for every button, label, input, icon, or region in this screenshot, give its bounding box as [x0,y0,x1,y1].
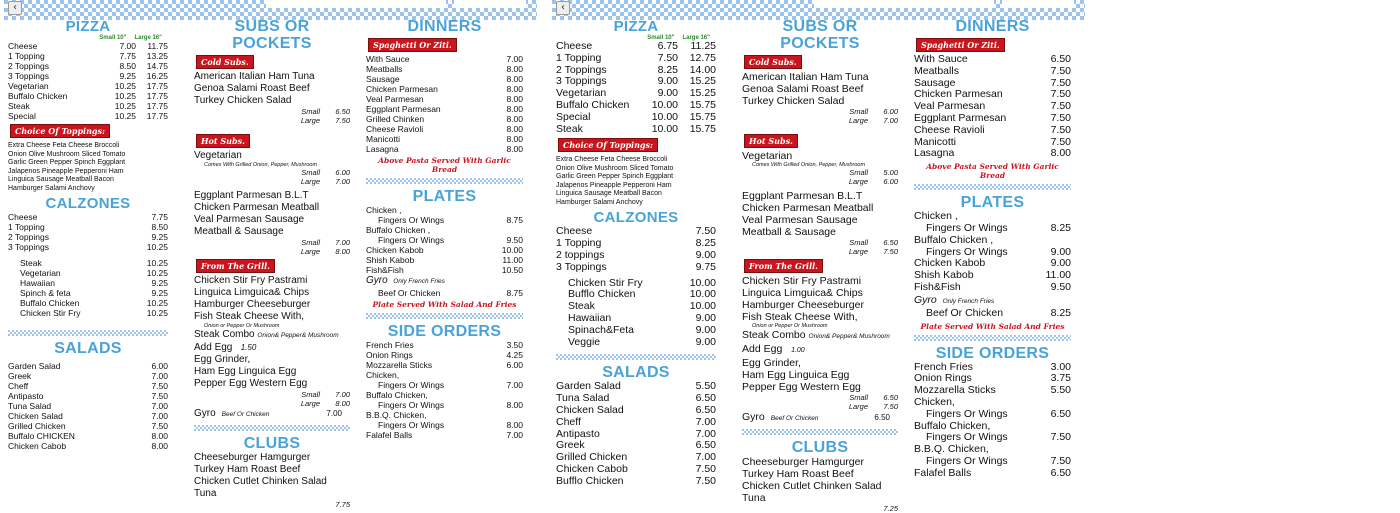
menu-item-row: Hawaiian 9.25 [20,278,168,288]
menu-item-row: Chicken Salad 6.50 [556,403,716,416]
menu-line: Turkey Chicken Salad [194,95,292,106]
menu-line: Eggplant Parmesan B.L.T [742,190,863,202]
plates-header: PLATES [412,188,477,205]
side-orders-header: SIDE ORDERS [935,344,1050,362]
hot-subs-item: Vegetarian [194,150,242,161]
menu-item-row: Grilled Chinken 8.00 [366,114,523,124]
parmesan-subs-list [194,190,350,238]
menu-line: Turkey Ham Roast Beef [742,468,854,480]
menu-item-row: French Fries 3.00 [914,360,1071,373]
toppings-tag: Choice Of Toppings: [558,138,658,152]
menu-line: Chicken Parmesan Meatball [742,202,874,214]
menu-item-row: 1 Topping 8.50 [8,222,168,232]
pizza-row: Vegetarian 9.00 15.25 [556,87,716,100]
side-orders-header: SIDE ORDERS [387,323,502,340]
menu-line: Onion Olive Mushroom Sliced Tomato [556,164,674,172]
cold-subs-tag: Cold Subs. [744,55,802,69]
menu-item-row: Meatballs 8.00 [366,64,523,74]
pizza-list [556,41,716,135]
salads-header: SALADS [602,364,670,382]
menu-line: Tuna [194,488,217,499]
menu-line: Jalapenos Pineapple Pepperoni Ham [556,181,672,189]
menu-item-row: Cheese Ravioli 7.50 [914,123,1071,136]
menu-item-row: Spinch & feta 9.25 [20,288,168,298]
menu-line: Extra Cheese Feta Cheese Broccoli [556,156,668,164]
menu-line: American Italian Ham Tuna [742,71,869,83]
menu-line: Pepper Egg Western Egg [742,381,861,393]
menu-item-row: Hawaiian 9.00 [568,311,716,324]
menu-item-row: Cheese 7.75 [8,212,168,222]
menu-item-row: 3 Toppings 9.75 [556,260,716,273]
menu-item-row: Steak 10.00 [568,300,716,313]
menu-item-row: Chicken, [366,370,400,380]
grill-tag: From The Grill. [196,259,275,273]
calzones-list [556,226,716,273]
calzones-header: CALZONES [593,209,679,227]
menu-line: Veal Parmesan Sausage [742,214,858,226]
menu-item-row: Sausage 8.00 [366,74,523,84]
menu-line: Chicken Cutlet Chinken Salad [742,480,882,492]
menu-item-row: Fingers Or Wings 9.50 [378,235,523,245]
plates-list [366,205,523,275]
pizza-header: PIZZA [65,18,111,35]
salads-header: SALADS [54,340,122,357]
menu-item-row: Garden Salad 6.00 [8,361,168,371]
menu-item-row: Lasagna 8.00 [366,144,523,154]
menu-item-row: Shish Kabob 11.00 [914,269,1071,282]
menu-line: Chicken Stir Fry Pastrami [742,275,862,287]
menu1-column-middle: SUBS OR POCKETS Cold Subs. American Italian Ham Tuna Genoa Salami Roast Beef Turkey Chicken Salad Small 6.50 Large 7.50 Hot Subs. Vegetarian Comes With Grilled Onion, Pepper, Mushroom Small 6.00 Large 7.00 Eggplant Parmesan B.L.T Chicken Parmesan Meatball Veal Parmesan Sausage Meatball & Sausage Small 7.00 Large 8.00 From The Grill. Chicken Stir Fry Pastrami Linguica Limguica& Chips Hamburger Cheeseburger Fish Steak Cheese With, Onion or Pepper Or Mushroom Steak Combo Onion& Pepper& Mushroom Add Egg 1.50 Egg Grinder, Ham Egg Linguica Egg Pepper Egg Western Egg Small 7.00 Large 8.00 Gyro Beef Or Chicken 7.00 CLUBS Cheeseburger Hamgurger Turkey Ham Roast Beef Chicken Cutlet Chinken Salad Tuna 7.75 [194,18,350,509]
menu-item-row: Sausage 7.50 [914,76,1071,89]
menu-item-row: Steak 10.25 [20,258,168,268]
dinners-header: DINNERS [955,18,1030,35]
side-orders-list [914,362,1071,480]
checkered-divider [914,335,1071,341]
menu-item-row: Grilled Chicken 7.50 [8,421,168,431]
menu-item-row: Garden Salad 5.50 [556,380,716,393]
menu1-column-right: DINNERS Spaghetti Or Ziti. With Sauce 7.00 Meatballs 8.00 Sausage 8.00 Chicken Parmesan 8.00 Veal Parmesan 8.00 Eggplant Parmesan 8.00 Grilled Chinken 8.00 Cheese Ravioli 8.00 Manicotti 8.00 Lasagna 8.00 Above Pasta Served With Garlic Bread PLATES Chicken , Fingers Or Wings 8.75 Buffalo Chicken , Fingers Or Wings 9.50 Chicken Kabob 10.00 Shish Kabob 11.00 Fish&Fish 10.50 Gyro Only French Fries Beef Or Chicken 8.75 Plate Served With Salad And Fries SIDE ORDERS French Fries 3.50 Onion Rings 4.25 Mozzarella Sticks 6.00 Chicken, Fingers Or Wings 7.00 Buffalo Chicken, Fingers Or Wings 8.00 B.B.Q. Chicken, Fingers Or Wings 8.00 Falafel Balls 7.00 [366,18,523,440]
dinners-list [366,54,523,154]
menu-item-row: Meatballs 7.50 [914,64,1071,77]
menu-item-row: French Fries 3.50 [366,340,523,350]
toppings-list [8,140,168,195]
pizza-row: Vegetarian 10.25 17.75 [8,81,168,91]
menu-line: Meatball & Sausage [742,226,836,238]
menu-item-row: Buffalo Chicken, [366,390,428,400]
cold-subs-tag: Cold Subs. [196,55,254,69]
menu-item-row: 2 toppings 9.00 [556,248,716,261]
menu-item-row: Fingers Or Wings 6.50 [926,407,1071,420]
menu-line: Extra Cheese Feta Cheese Broccoli [8,142,120,149]
menu-item-row: Chicken Parmesan 7.50 [914,88,1071,101]
menu-item-row: Chicken, [914,395,955,408]
menu-item-row: Vegetarian 10.25 [20,268,168,278]
grill-list [742,275,898,323]
checkered-divider [366,313,523,319]
side-orders-list [366,340,523,440]
menu-item-row: Falafel Balls 7.00 [366,430,523,440]
menu-item-row: Greek 7.00 [8,371,168,381]
pizza-row: Special 10.25 17.75 [8,111,168,121]
menu-item-row: Fingers Or Wings 8.00 [378,400,523,410]
toppings-list [556,154,716,209]
grill-list [194,275,350,323]
pizza-row: 2 Toppings 8.50 14.75 [8,61,168,71]
checkered-divider [8,330,168,336]
pizza-row: Steak 10.25 17.75 [8,101,168,111]
menu-item-row: Lasagna 8.00 [914,147,1071,160]
gyro-item: Gyro Beef Or Chicken 6.50 [742,411,890,423]
subs-header: SUBS OR POCKETS [232,18,312,52]
menu-line: Pepper Egg Western Egg [194,378,308,389]
spaghetti-tag: Spaghetti Or Ziti. [368,38,457,52]
menu-item-row: Chicken Parmesan 8.00 [366,84,523,94]
menu-item-row: 1 Topping 8.25 [556,237,716,250]
menu-line: Garlic Green Pepper Spinch Eggplant [8,159,126,166]
menu-item-row: Fingers Or Wings 7.50 [926,431,1071,444]
hot-subs-tag: Hot Subs. [196,134,250,148]
menu-item-row: Onion Rings 3.75 [914,372,1071,385]
menu-item-row: B.B.Q. Chicken, [366,410,427,420]
pizza-row: Special 10.00 15.75 [556,110,716,123]
pizza-row: 3 Toppings 9.00 15.25 [556,75,716,88]
parmesan-subs-list [742,190,898,238]
menu-item-row: Grilled Chicken 7.00 [556,451,716,464]
menu-item-row: Fingers Or Wings 9.00 [926,245,1071,258]
pizza-row: Cheese 7.00 11.75 [8,41,168,51]
menu-item-row: Fingers Or Wings 8.75 [378,215,523,225]
menu-item-row: Manicotti 7.50 [914,135,1071,148]
checkered-banner [552,0,1085,20]
menu-item-row: Onion Rings 4.25 [366,350,523,360]
grill-tag: From The Grill. [744,259,823,273]
pizza-row: 1 Topping 7.75 13.25 [8,51,168,61]
menu-item-row: Buffalo Chicken, [914,419,991,432]
menu-line: Chicken Stir Fry Pastrami [194,275,308,286]
toppings-tag: Choice Of Toppings: [10,124,110,138]
menu-item-row: Chicken Cabob 7.50 [556,462,716,475]
back-arrow-icon[interactable]: ‹ [556,1,570,15]
menu-line: Linguica Limguica& Chips [194,287,310,298]
menu-item-row: Shish Kabob 11.00 [366,255,523,265]
menu-line: Egg Grinder, [742,357,801,369]
clubs-header: CLUBS [243,435,301,452]
menu-item-row: 3 Toppings 10.25 [8,242,168,252]
clubs-header: CLUBS [791,439,849,456]
calzones-header: CALZONES [45,195,131,212]
pizza-list [8,41,168,121]
menu-item-row: Manicotti 8.00 [366,134,523,144]
menu-line: Onion Olive Mushroom Sliced Tomato [8,150,126,158]
menu-item-row: Chicken Cabob 8.00 [8,441,168,451]
dinners-list [914,54,1071,160]
pizza-row: 1 Topping 7.50 12.75 [556,51,716,64]
menu-line: Hamburger Salami Anchovy [8,184,95,192]
menu-item-row: Buffalo Chicken , [914,233,994,246]
menu1-column-left [8,18,168,500]
menu-item-row: Antipasto 7.00 [556,427,716,440]
subs-header: SUBS OR POCKETS [780,18,860,52]
menu-item-row: 2 Toppings 9.25 [8,232,168,242]
pizza-size-labels: Small 10" Large 16" [99,35,162,41]
menu-item-row: Cheff 7.50 [8,381,168,391]
menu-item-row: Chicken Kabob 9.00 [914,257,1071,270]
clubs-list [194,452,350,500]
pizza-row: 2 Toppings 8.25 14.00 [556,63,716,76]
menu-item-row: Buffalo Chicken , [366,225,431,235]
menu-item-row: Antipasto 7.50 [8,391,168,401]
menu-item-row: Fingers Or Wings 7.50 [926,454,1071,467]
menu-item-row: Spinach&Feta 9.00 [568,323,716,336]
menu-item-row: With Sauce 6.50 [914,53,1071,65]
menu-line: Egg Grinder, [194,354,251,365]
menu2-column-left [556,18,716,500]
pizza-size-labels: Small 10" Large 16" [647,35,710,41]
menu2-column-middle: SUBS OR POCKETS Cold Subs. American Italian Ham Tuna Genoa Salami Roast Beef Turkey Chicken Salad Small 6.00 Large 7.00 Hot Subs. Vegetarian Comes With Grilled Onion, Pepper, Mushroom Small 5.00 Large 6.00 Eggplant Parmesan B.L.T Chicken Parmesan Meatball Veal Parmesan Sausage Meatball & Sausage Small 6.50 Large 7.50 From The Grill. Chicken Stir Fry Pastrami Linguica Limguica& Chips Hamburger Cheeseburger Fish Steak Cheese With, Onion or Pepper Or Mushroom Steak Combo Onion& Pepper& Mushroom Add Egg 1.00 Egg Grinder, Ham Egg Linguica Egg Pepper Egg Western Egg Small 6.50 Large 7.50 Gyro Beef Or Chicken 6.50 CLUBS Cheeseburger Hamgurger Turkey Ham Roast Beef Chicken Cutlet Chinken Salad Tuna 7.25 [742,18,898,513]
menu-line: Chicken Cutlet Chinken Salad [194,476,327,487]
menu-item-row: Veggie 9.00 [568,335,716,348]
menu-item-row: Tuna Salad 6.50 [556,392,716,405]
menu-item-row: Fingers Or Wings 7.00 [378,380,523,390]
menu-line: Turkey Ham Roast Beef [194,464,301,475]
menu-line: Eggplant Parmesan B.L.T [194,190,309,201]
menu-line: Linguica Limguica& Chips [742,287,863,299]
menu-item-row: Falafel Balls 6.50 [914,466,1071,479]
menu-item-row: With Sauce 7.00 [366,54,523,64]
menu-line: Turkey Chicken Salad [742,95,845,107]
checkered-divider [366,178,523,184]
menu-item-row: Chicken Stir Fry 10.00 [568,276,716,289]
menu-page-new [552,0,1085,513]
menu2-column-right: DINNERS Spaghetti Or Ziti. With Sauce 6.50 Meatballs 7.50 Sausage 7.50 Chicken Parmesan 7.50 Veal Parmesan 7.50 Eggplant Parmesan 7.50 Cheese Ravioli 7.50 Manicotti 7.50 Lasagna 8.00 Above Pasta Served With Garlic Bread PLATES Chicken , Fingers Or Wings 8.25 Buffalo Chicken , Fingers Or Wings 9.00 Chicken Kabob 9.00 Shish Kabob 11.00 Fish&Fish 9.50 Gyro Only French Fries Beef Or Chicken 8.25 Plate Served With Salad And Fries SIDE ORDERS French Fries 3.00 Onion Rings 3.75 Mozzarella Sticks 5.50 Chicken, Fingers Or Wings 6.50 Buffalo Chicken, Fingers Or Wings 7.50 B.B.Q. Chicken, Fingers Or Wings 7.50 Falafel Balls 6.50 [914,18,1071,479]
pizza-row: Steak 10.00 15.75 [556,122,716,135]
menu-line: Garlic Green Pepper Spinch Eggplant [556,173,674,181]
menu-line: Hamburger Cheeseburger [742,299,864,311]
menu-item-row: Chicken Stir Fry 10.25 [20,308,168,318]
menu-line: Linguica Sausage Meatball Bacon [556,190,662,198]
menu-item-row: Eggplant Parmesan 7.50 [914,111,1071,124]
egg-list [742,357,898,393]
checkered-divider [556,354,716,360]
menu-item-row: Chicken Kabob 10.00 [366,245,523,255]
menu-line: Ham Egg Linguica Egg [194,366,297,377]
egg-list [194,354,350,390]
menu-item-row: Buffalo CHICKEN 8.00 [8,431,168,441]
hot-subs-tag: Hot Subs. [744,134,798,148]
menu-line: Hamburger Cheeseburger [194,299,311,310]
menu-item-row: Fingers Or Wings 8.25 [926,221,1071,234]
menu-line: Linguica Sausage Meatball Bacon [8,176,114,183]
menu-line: Fish Steak Cheese With, [742,311,858,323]
menu-line: Cheeseburger Hamgurger [194,452,311,463]
dinners-header: DINNERS [407,18,482,35]
menu-item-row: Fingers Or Wings 8.00 [378,420,523,430]
menu-line: American Italian Ham Tuna [194,71,315,82]
menu-item-row: Fish&Fish 9.50 [914,280,1071,293]
menu-line: Tuna [742,492,766,504]
spaghetti-tag: Spaghetti Or Ziti. [916,38,1005,52]
menu-item-row: Veal Parmesan 7.50 [914,100,1071,113]
checkered-divider [194,425,350,431]
menu-item-row: Eggplant Parmesan 8.00 [366,104,523,114]
plates-list [914,211,1071,294]
hot-subs-item: Vegetarian [742,150,793,162]
menu-item-row: Bufflo Chicken 10.00 [568,288,716,301]
salads-list [556,381,716,487]
menu-item-row: B.B.Q. Chicken, [914,443,989,456]
checkered-banner [4,0,537,20]
menu-item-row: Cheese Ravioli 8.00 [366,124,523,134]
gyro-item: Gyro Beef Or Chicken 7.00 [194,408,342,419]
menu-line: Veal Parmesan Sausage [194,214,305,225]
menu-item-row: Tuna Salad 7.00 [8,401,168,411]
pizza-row: 3 Toppings 9.25 16.25 [8,71,168,81]
calzones-specialty-list [556,278,716,349]
menu-item-row: Chicken , [914,210,958,223]
pizza-row: Buffalo Chicken 10.25 17.75 [8,91,168,101]
calzones-list [8,212,168,252]
menu-item-row: Fish&Fish 10.50 [366,265,523,275]
menu-page-old [4,0,537,509]
cold-subs-list [742,71,898,107]
menu-item-row: Greek 6.50 [556,439,716,452]
menu-item-row: Buffalo Chicken 10.25 [20,298,168,308]
clubs-list [742,456,898,504]
menu-item-row: Mozzarella Sticks 5.50 [914,384,1071,397]
calzones-specialty-list [8,258,168,318]
menu-line: Cheeseburger Hamgurger [742,456,864,468]
plates-header: PLATES [960,194,1025,212]
menu-line: Genoa Salami Roast Beef [194,83,310,94]
menu-item-row: Mozzarella Sticks 6.00 [366,360,523,370]
menu-line: Meatball & Sausage [194,226,284,237]
menu-line: Chicken Parmesan Meatball [194,202,320,213]
pizza-row: Buffalo Chicken 10.00 15.75 [556,98,716,111]
menu-line: Jalapenos Pineapple Pepperoni Ham [8,167,124,175]
back-arrow-icon[interactable]: ‹ [8,1,22,15]
menu-item-row: Bufflo Chicken 7.50 [556,474,716,487]
menu-line: Ham Egg Linguica Egg [742,369,850,381]
salads-list [8,361,168,451]
checkered-divider [742,429,898,435]
menu-line: Genoa Salami Roast Beef [742,83,864,95]
checkered-divider [914,184,1071,190]
menu-item-row: Veal Parmesan 8.00 [366,94,523,104]
menu-item-row: Cheese 7.50 [556,225,716,238]
pizza-row: Cheese 6.75 11.25 [556,40,716,52]
menu-item-row: Cheff 7.00 [556,415,716,428]
menu-line: Hamburger Salami Anchovy [556,198,643,206]
pizza-header: PIZZA [613,18,659,35]
menu-item-row: Chicken , [366,205,402,215]
cold-subs-list [194,71,350,107]
menu-line: Fish Steak Cheese With, [194,311,305,322]
menu-item-row: Chicken Salad 7.00 [8,411,168,421]
